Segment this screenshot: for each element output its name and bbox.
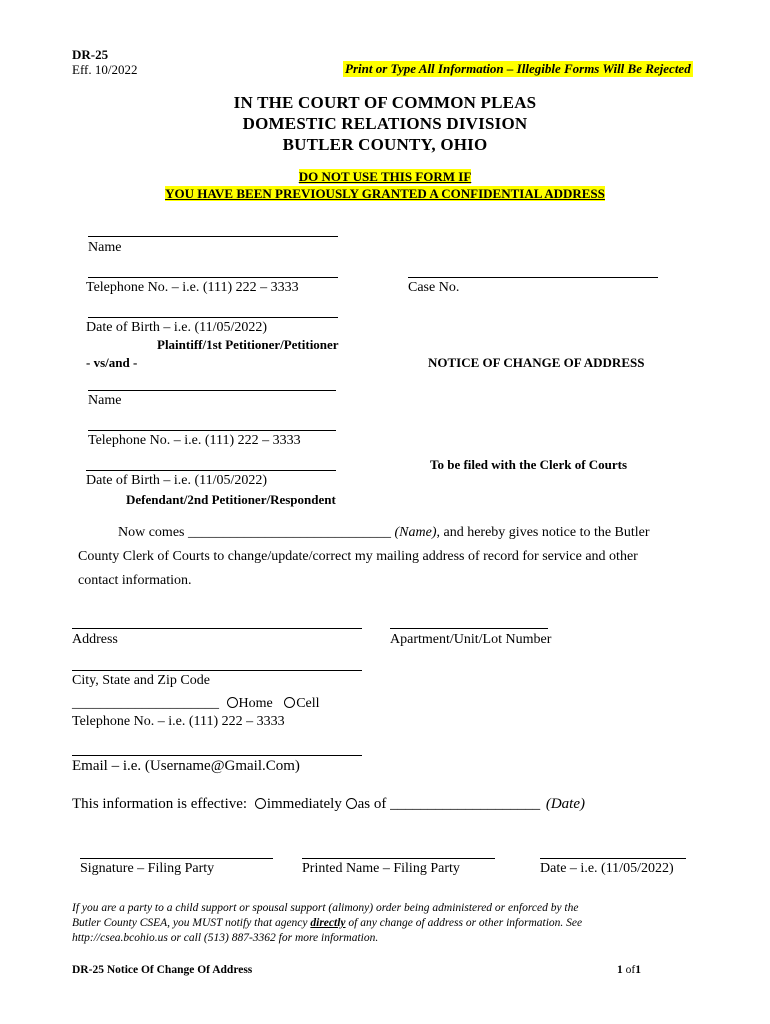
csea-note-line3: http://csea.bcohio.us or call (513) 887-3362 for more information. bbox=[72, 932, 379, 944]
plaintiff-dob-line[interactable] bbox=[88, 317, 338, 318]
effective-date: Eff. 10/2022 bbox=[72, 62, 138, 77]
footer-form-title: DR-25 Notice Of Change Of Address bbox=[72, 964, 253, 976]
plaintiff-name-line[interactable] bbox=[88, 236, 338, 237]
now-comes-name-blank[interactable]: _____________________________ bbox=[188, 525, 391, 540]
email-label: Email – i.e. (Username@Gmail.Com) bbox=[72, 758, 300, 774]
home-radio[interactable] bbox=[227, 697, 238, 708]
file-with-clerk: To be filed with the Clerk of Courts bbox=[430, 457, 628, 472]
address-line[interactable] bbox=[72, 628, 362, 629]
confidential-warning-line1: DO NOT USE THIS FORM IF bbox=[298, 169, 472, 184]
cell-label: Cell bbox=[296, 696, 320, 711]
effective-row bbox=[72, 796, 585, 813]
cell-radio-option[interactable] bbox=[284, 696, 319, 711]
defendant-role: Defendant/2nd Petitioner/Respondent bbox=[126, 492, 336, 507]
signature-date-line[interactable] bbox=[540, 858, 686, 859]
cell-radio[interactable] bbox=[284, 697, 295, 708]
csea-note-line2a: Butler County CSEA, you MUST notify that agency bbox=[72, 917, 311, 929]
defendant-telephone-line[interactable] bbox=[88, 430, 336, 431]
defendant-name-label: Name bbox=[88, 393, 122, 408]
as-of-option[interactable] bbox=[346, 796, 387, 812]
csea-note-line2b: of any change of address or other information. See bbox=[345, 917, 583, 929]
as-of-radio[interactable] bbox=[346, 798, 357, 809]
printed-name-line[interactable] bbox=[302, 858, 495, 859]
defendant-dob-label: Date of Birth – i.e. (11/05/2022) bbox=[86, 473, 268, 488]
effective-date-blank[interactable]: ____________________ bbox=[390, 796, 541, 812]
body-line3: contact information. bbox=[78, 573, 192, 588]
apartment-line[interactable] bbox=[390, 628, 548, 629]
phone-blank[interactable]: _____________________ bbox=[72, 696, 219, 711]
plaintiff-telephone-line[interactable] bbox=[88, 277, 338, 278]
defendant-name-line[interactable] bbox=[88, 390, 336, 391]
home-label: Home bbox=[238, 696, 273, 711]
now-comes-label: Now comes bbox=[118, 525, 185, 540]
name-hint: (Name) bbox=[394, 525, 437, 540]
csea-note bbox=[72, 901, 582, 946]
court-title-line3: BUTLER COUNTY, OHIO bbox=[282, 135, 488, 154]
csea-note-line2 bbox=[72, 916, 582, 931]
defendant-dob-line[interactable] bbox=[86, 470, 336, 471]
email-line[interactable] bbox=[72, 755, 362, 756]
page-total: 1 bbox=[635, 964, 641, 976]
page-of: of bbox=[625, 964, 636, 976]
plaintiff-role: Plaintiff/1st Petitioner/Petitioner bbox=[157, 337, 339, 352]
plaintiff-name-label: Name bbox=[88, 240, 122, 255]
signature-line[interactable] bbox=[80, 858, 273, 859]
body-line2: County Clerk of Courts to change/update/correct my mailing address of record for service and other bbox=[78, 549, 638, 564]
court-title-line1: IN THE COURT OF COMMON PLEAS bbox=[233, 93, 537, 112]
immediately-radio[interactable] bbox=[255, 798, 266, 809]
case-number-line[interactable] bbox=[408, 277, 658, 278]
plaintiff-telephone-label: Telephone No. – i.e. (111) 222 – 3333 bbox=[86, 280, 299, 295]
signature-date-label: Date – i.e. (11/05/2022) bbox=[540, 861, 674, 876]
page-number bbox=[617, 964, 641, 976]
phone-label: Telephone No. – i.e. (111) 222 – 3333 bbox=[72, 714, 285, 729]
immediately-option[interactable] bbox=[255, 796, 342, 812]
now-comes-rest: , and hereby gives notice to the Butler bbox=[436, 525, 650, 540]
as-of-label: as of bbox=[357, 796, 387, 812]
city-line[interactable] bbox=[72, 670, 362, 671]
now-comes-sentence bbox=[118, 525, 650, 541]
confidential-warning-line2: YOU HAVE BEEN PREVIOUSLY GRANTED A CONFIDENTIAL ADDRESS bbox=[165, 186, 605, 201]
case-number-label: Case No. bbox=[408, 280, 460, 295]
signature-label: Signature – Filing Party bbox=[80, 861, 215, 876]
notice-title: NOTICE OF CHANGE OF ADDRESS bbox=[428, 355, 645, 370]
form-code: DR-25 bbox=[72, 47, 109, 62]
effective-date-hint: (Date) bbox=[545, 796, 585, 812]
page-current: 1 bbox=[617, 964, 623, 976]
apartment-label: Apartment/Unit/Lot Number bbox=[390, 632, 552, 647]
printed-name-label: Printed Name – Filing Party bbox=[302, 861, 460, 876]
csea-note-emphasis: directly bbox=[310, 917, 346, 929]
city-label: City, State and Zip Code bbox=[72, 673, 210, 688]
defendant-telephone-label: Telephone No. – i.e. (111) 222 – 3333 bbox=[88, 433, 301, 448]
versus-label: - vs/and - bbox=[86, 355, 138, 370]
home-radio-option[interactable] bbox=[227, 696, 273, 711]
illegible-warning: Print or Type All Information – Illegible Forms Will Be Rejected bbox=[345, 61, 691, 76]
effective-label: This information is effective: bbox=[72, 796, 248, 812]
court-title-line2: DOMESTIC RELATIONS DIVISION bbox=[242, 114, 528, 133]
csea-note-line1: If you are a party to a child support or spousal support (alimony) order being administered or enforced by the bbox=[72, 902, 579, 914]
phone-row bbox=[72, 696, 320, 712]
plaintiff-dob-label: Date of Birth – i.e. (11/05/2022) bbox=[86, 320, 268, 335]
immediately-label: immediately bbox=[266, 796, 342, 812]
address-label: Address bbox=[72, 632, 118, 647]
confidential-warning bbox=[0, 169, 770, 202]
